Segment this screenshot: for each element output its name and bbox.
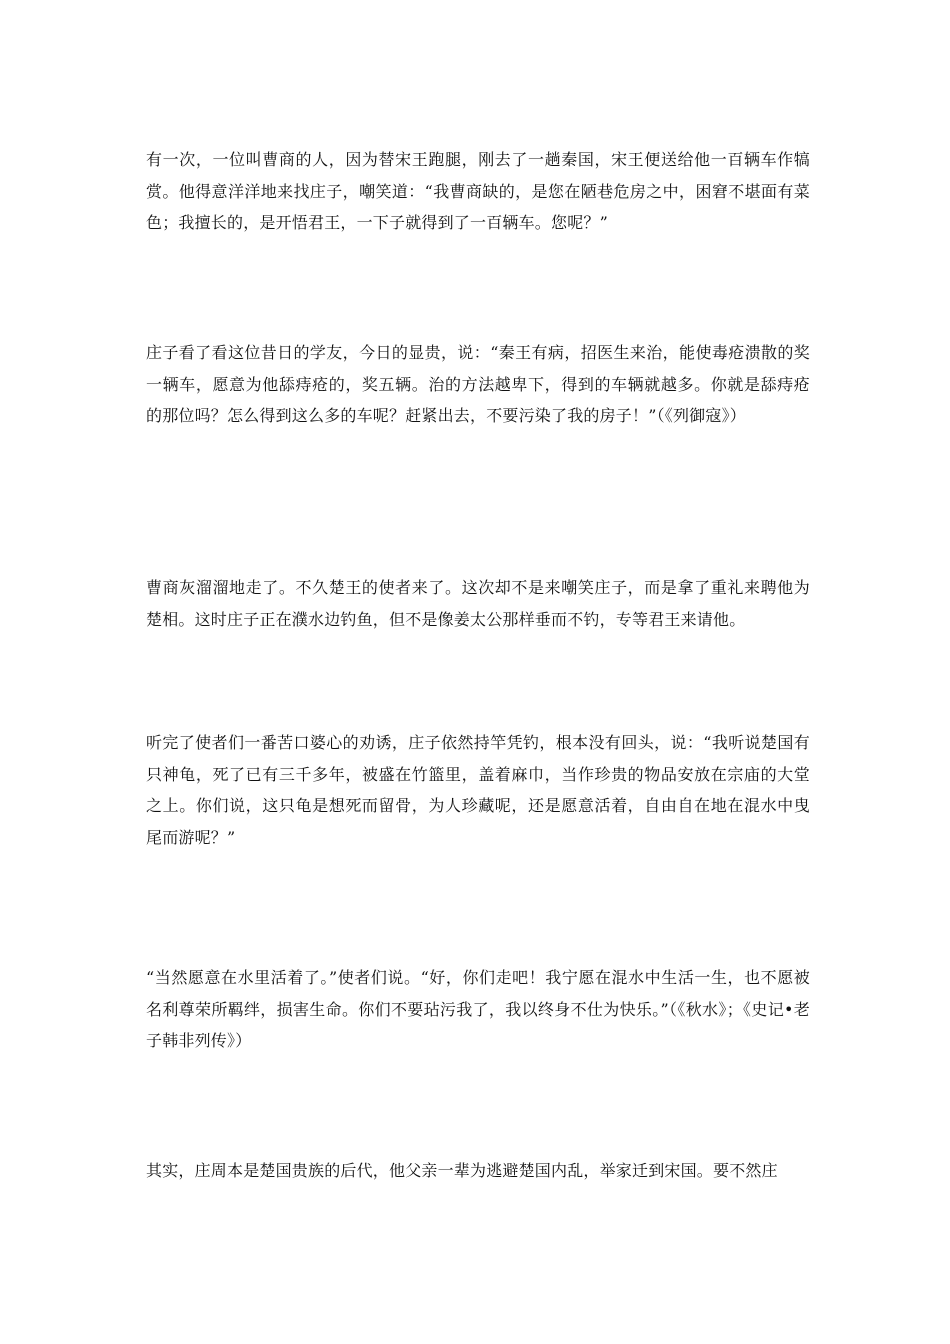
paragraph-cao-shang-visit: 有一次，一位叫曹商的人，因为替宋王跑腿，刚去了一趟秦国，宋王便送给他一百辆车作犒赏。他得意洋洋地来找庄子，嘲笑道：“我曹商缺的，是您在陋巷危房之中，困窘不堪面有菜色；我擅长的，是开悟君王，一下子就得到了一百辆车。您呢？” [146,150,810,232]
paragraph-zhuangzi-reply: 庄子看了看这位昔日的学友，今日的显贵，说：“秦王有病，招医生来治，能使毒疮溃散的奖一辆车，愿意为他舔痔疮的，奖五辆。治的方法越卑下，得到的车辆就越多。你就是舔痔疮的那位吗？怎么得到这么多的车呢？赶紧出去，不要污染了我的房子！”（《列御寇》） [146,343,810,425]
paragraph-sacred-turtle: 听完了使者们一番苦口婆心的劝诱，庄子依然持竿凭钓，根本没有回头，说：“我听说楚国有只神龟，死了已有三千多年，被盛在竹篮里，盖着麻巾，当作珍贵的物品安放在宗庙的大堂之上。你们说，这只龟是想死而留骨，为人珍藏呢，还是愿意活着，自由自在地在混水中曳尾而游呢？” [146,733,810,847]
paragraph-family-origin: 其实，庄周本是楚国贵族的后代，他父亲一辈为逃避楚国内乱，举家迁到宋国。要不然庄 [146,1161,778,1180]
paragraph-refusal: “当然愿意在水里活着了。”使者们说。“好，你们走吧！我宁愿在混水中生活一生，也不愿被名利尊荣所羁绊，损害生命。你们不要玷污我了，我以终身不仕为快乐。”（《秋水》；《史记•老子韩非列传》） [146,968,810,1050]
paragraph-chu-envoys: 曹商灰溜溜地走了。不久楚王的使者来了。这次却不是来嘲笑庄子，而是拿了重礼来聘他为楚相。这时庄子正在濮水边钓鱼，但不是像姜太公那样垂而不钓，专等君王来请他。 [146,578,810,629]
